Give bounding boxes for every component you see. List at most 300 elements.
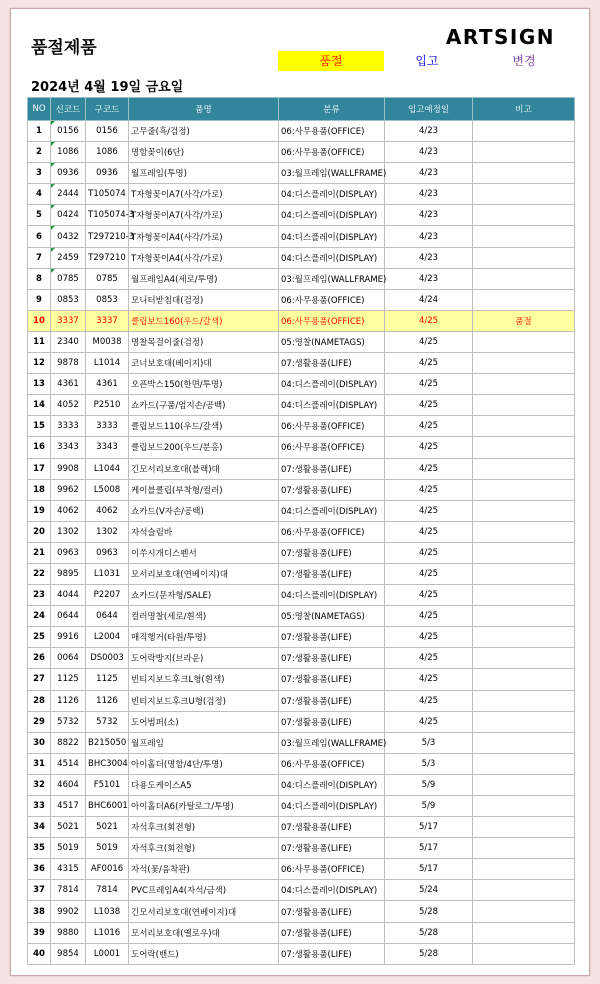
brand-logo: ARTSIGN [445, 25, 555, 49]
category-cell: 04:디스플레이(DISPLAY) [279, 226, 385, 247]
arrival-date-cell: 4/25 [385, 458, 473, 479]
arrival-date-cell: 5/3 [385, 753, 473, 774]
old-code-cell: DS0003 [86, 648, 129, 669]
table-row [28, 859, 575, 880]
arrival-date-cell: 5/24 [385, 880, 473, 901]
category-cell: 04:디스플레이(DISPLAY) [279, 247, 385, 268]
table-row [28, 880, 575, 901]
category-cell: 07:생활용품(LIFE) [279, 458, 385, 479]
old-code-cell: T105074-3 [86, 205, 129, 226]
old-code-cell: 0963 [86, 542, 129, 563]
arrival-date-cell: 4/25 [385, 479, 473, 500]
category-cell: 07:생활용품(LIFE) [279, 563, 385, 584]
arrival-date-cell: 4/25 [385, 711, 473, 732]
new-code-cell: 7814 [51, 880, 86, 901]
row-number: 13 [28, 374, 51, 395]
arrival-date-cell: 4/25 [385, 416, 473, 437]
row-number: 36 [28, 859, 51, 880]
table-row [28, 690, 575, 711]
old-code-cell: 0644 [86, 606, 129, 627]
note-cell [473, 121, 575, 142]
row-number: 19 [28, 500, 51, 521]
product-name-cell: 모서리보호대(연베이지)대 [129, 563, 279, 584]
category-cell: 04:디스플레이(DISPLAY) [279, 374, 385, 395]
note-cell [473, 880, 575, 901]
row-number: 6 [28, 226, 51, 247]
table-row [28, 121, 575, 142]
product-name-cell: 자석후크(회전형) [129, 817, 279, 838]
row-number: 1 [28, 121, 51, 142]
note-cell [473, 205, 575, 226]
product-name-cell: 컬러명찰(세로/흰색) [129, 606, 279, 627]
product-name-cell: 클립보드160(우드/갈색) [129, 310, 279, 331]
category-cell: 06:사무용품(OFFICE) [279, 142, 385, 163]
row-number: 39 [28, 922, 51, 943]
old-code-cell: 1302 [86, 521, 129, 542]
category-cell: 06:사무용품(OFFICE) [279, 121, 385, 142]
note-cell [473, 796, 575, 817]
new-code-cell: 4517 [51, 796, 86, 817]
new-code-cell: 9880 [51, 922, 86, 943]
old-code-cell: 0785 [86, 268, 129, 289]
table-header-row [28, 98, 575, 121]
arrival-date-cell: 5/17 [385, 859, 473, 880]
product-name-cell: 코너보호대(베이지)대 [129, 353, 279, 374]
table-row [28, 774, 575, 795]
table-row [28, 796, 575, 817]
row-number: 32 [28, 774, 51, 795]
note-cell [473, 711, 575, 732]
table-row [28, 817, 575, 838]
product-name-cell: 긴모서리보호대(블랙)대 [129, 458, 279, 479]
old-code-cell: L1014 [86, 353, 129, 374]
category-cell: 06:사무용품(OFFICE) [279, 416, 385, 437]
page-title: 품절제품 [31, 38, 97, 58]
category-cell: 07:생활용품(LIFE) [279, 922, 385, 943]
old-code-cell: P2207 [86, 585, 129, 606]
note-cell [473, 416, 575, 437]
new-code-cell: 0064 [51, 648, 86, 669]
table-row [28, 247, 575, 268]
arrival-date-cell: 5/3 [385, 732, 473, 753]
old-code-cell: 3337 [86, 310, 129, 331]
old-code-cell: 1125 [86, 669, 129, 690]
note-cell: 품절 [473, 310, 575, 331]
column-header-note: 비고 [473, 98, 575, 121]
row-number: 33 [28, 796, 51, 817]
product-name-cell: 쇼카드(문자형/SALE) [129, 585, 279, 606]
arrival-date-cell: 4/25 [385, 690, 473, 711]
row-number: 20 [28, 521, 51, 542]
note-cell [473, 289, 575, 310]
arrival-date-cell: 4/23 [385, 247, 473, 268]
old-code-cell: L2004 [86, 627, 129, 648]
note-cell [473, 226, 575, 247]
arrival-date-cell: 4/25 [385, 395, 473, 416]
row-number: 26 [28, 648, 51, 669]
row-number: 10 [28, 310, 51, 331]
category-cell: 03:월프레임(WALLFRAME) [279, 163, 385, 184]
column-header-category: 분류 [279, 98, 385, 121]
arrival-date-cell: 4/25 [385, 585, 473, 606]
new-code-cell: 5732 [51, 711, 86, 732]
product-name-cell: 도어락방지(브라운) [129, 648, 279, 669]
report-date: 2024년 4월 19일 금요일 [31, 80, 184, 95]
column-header-new-code: 신코드 [51, 98, 86, 121]
arrival-date-cell: 4/23 [385, 226, 473, 247]
category-cell: 06:사무용품(OFFICE) [279, 521, 385, 542]
row-number: 40 [28, 943, 51, 964]
new-code-cell: 1125 [51, 669, 86, 690]
table-row [28, 289, 575, 310]
category-cell: 06:사무용품(OFFICE) [279, 859, 385, 880]
arrival-date-cell: 4/23 [385, 268, 473, 289]
arrival-date-cell: 4/25 [385, 648, 473, 669]
product-name-cell: 아이홀더A6(카탈로그/투명) [129, 796, 279, 817]
table-row [28, 416, 575, 437]
note-cell [473, 732, 575, 753]
row-number: 12 [28, 353, 51, 374]
row-number: 16 [28, 437, 51, 458]
arrival-date-cell: 5/17 [385, 817, 473, 838]
old-code-cell: 5019 [86, 838, 129, 859]
table-row [28, 395, 575, 416]
note-cell [473, 163, 575, 184]
note-cell [473, 627, 575, 648]
note-cell [473, 648, 575, 669]
row-number: 2 [28, 142, 51, 163]
product-name-cell: 매직행거(타원/투명) [129, 627, 279, 648]
column-header-old-code: 구코드 [86, 98, 129, 121]
old-code-cell: 5732 [86, 711, 129, 732]
product-name-cell: T자형꽂이A4(사각/가로) [129, 247, 279, 268]
new-code-cell: 9854 [51, 943, 86, 964]
new-code-cell: 4062 [51, 500, 86, 521]
old-code-cell: L1016 [86, 922, 129, 943]
table-row [28, 542, 575, 563]
note-cell [473, 585, 575, 606]
table-row [28, 585, 575, 606]
new-code-cell: 2459 [51, 247, 86, 268]
arrival-date-cell: 4/25 [385, 500, 473, 521]
note-cell [473, 690, 575, 711]
row-number: 35 [28, 838, 51, 859]
arrival-date-cell: 4/25 [385, 331, 473, 352]
old-code-cell: BHC3004 [86, 753, 129, 774]
new-code-cell: 9962 [51, 479, 86, 500]
table-row [28, 458, 575, 479]
column-header-product-name: 품명 [129, 98, 279, 121]
row-number: 22 [28, 563, 51, 584]
product-name-cell: 모니터받침대(검정) [129, 289, 279, 310]
category-cell: 04:디스플레이(DISPLAY) [279, 500, 385, 521]
table-row [28, 922, 575, 943]
row-number: 34 [28, 817, 51, 838]
old-code-cell: 0936 [86, 163, 129, 184]
product-name-cell: 도어범퍼(소) [129, 711, 279, 732]
new-code-cell: 0644 [51, 606, 86, 627]
table-row [28, 205, 575, 226]
old-code-cell: 3333 [86, 416, 129, 437]
product-name-cell: 고무줄(흑/검정) [129, 121, 279, 142]
table-row [28, 500, 575, 521]
table-row [28, 838, 575, 859]
row-number: 23 [28, 585, 51, 606]
product-name-cell: 이쑤시개디스펜서 [129, 542, 279, 563]
table-row [28, 627, 575, 648]
table-row [28, 437, 575, 458]
table-row [28, 943, 575, 964]
note-cell [473, 521, 575, 542]
row-number: 15 [28, 416, 51, 437]
product-name-cell: 월프레임A4(세로/투명) [129, 268, 279, 289]
old-code-cell: T297210 [86, 247, 129, 268]
table-row [28, 163, 575, 184]
category-cell: 04:디스플레이(DISPLAY) [279, 796, 385, 817]
row-number: 38 [28, 901, 51, 922]
row-number: 14 [28, 395, 51, 416]
category-cell: 07:생활용품(LIFE) [279, 943, 385, 964]
new-code-cell: 3337 [51, 310, 86, 331]
category-cell: 07:생활용품(LIFE) [279, 479, 385, 500]
table-row [28, 479, 575, 500]
old-code-cell: AF0016 [86, 859, 129, 880]
new-code-cell: 0963 [51, 542, 86, 563]
note-cell [473, 901, 575, 922]
old-code-cell: BHC6001 [86, 796, 129, 817]
old-code-cell: 3343 [86, 437, 129, 458]
category-cell: 04:디스플레이(DISPLAY) [279, 184, 385, 205]
arrival-date-cell: 4/25 [385, 521, 473, 542]
arrival-date-cell: 4/25 [385, 627, 473, 648]
arrival-date-cell: 4/23 [385, 142, 473, 163]
table-row [28, 669, 575, 690]
category-cell: 03:월프레임(WALLFRAME) [279, 732, 385, 753]
old-code-cell: 7814 [86, 880, 129, 901]
product-name-cell: 자석슬림바 [129, 521, 279, 542]
new-code-cell: 5019 [51, 838, 86, 859]
new-code-cell: 3343 [51, 437, 86, 458]
note-cell [473, 458, 575, 479]
product-name-cell: T자형꽂이A4(사각/가로) [129, 226, 279, 247]
note-cell [473, 606, 575, 627]
note-cell [473, 859, 575, 880]
new-code-cell: 0432 [51, 226, 86, 247]
product-name-cell: 긴모서리보호대(연베이지)대 [129, 901, 279, 922]
product-name-cell: 클립보드200(우드/분홍) [129, 437, 279, 458]
arrival-date-cell: 5/17 [385, 838, 473, 859]
note-cell [473, 922, 575, 943]
arrival-date-cell: 5/9 [385, 774, 473, 795]
product-name-cell: 쇼카드(V자손/공백) [129, 500, 279, 521]
new-code-cell: 0936 [51, 163, 86, 184]
category-cell: 07:생활용품(LIFE) [279, 627, 385, 648]
row-number: 17 [28, 458, 51, 479]
product-name-cell: 명함꽂이(6단) [129, 142, 279, 163]
old-code-cell: L0001 [86, 943, 129, 964]
row-number: 27 [28, 669, 51, 690]
table-row [28, 331, 575, 352]
old-code-cell: L5008 [86, 479, 129, 500]
new-code-cell: 1302 [51, 521, 86, 542]
new-code-cell: 8822 [51, 732, 86, 753]
row-number: 18 [28, 479, 51, 500]
product-name-cell: T자형꽂이A7(사각/가로) [129, 184, 279, 205]
category-cell: 04:디스플레이(DISPLAY) [279, 774, 385, 795]
old-code-cell: F5101 [86, 774, 129, 795]
new-code-cell: 0156 [51, 121, 86, 142]
new-code-cell: 0785 [51, 268, 86, 289]
category-cell: 05:명찰(NAMETAGS) [279, 606, 385, 627]
product-name-cell: 도어락(밴드) [129, 943, 279, 964]
category-cell: 04:디스플레이(DISPLAY) [279, 880, 385, 901]
note-cell [473, 500, 575, 521]
soldout-table [27, 97, 575, 965]
new-code-cell: 4514 [51, 753, 86, 774]
note-cell [473, 184, 575, 205]
new-code-cell: 4052 [51, 395, 86, 416]
new-code-cell: 9895 [51, 563, 86, 584]
arrival-date-cell: 4/25 [385, 374, 473, 395]
row-number: 8 [28, 268, 51, 289]
category-cell: 03:월프레임(WALLFRAME) [279, 268, 385, 289]
row-number: 7 [28, 247, 51, 268]
document-sheet [10, 8, 590, 976]
row-number: 24 [28, 606, 51, 627]
table-row [28, 563, 575, 584]
row-number: 29 [28, 711, 51, 732]
old-code-cell: P2510 [86, 395, 129, 416]
product-name-cell: 오픈박스150(한면/투명) [129, 374, 279, 395]
arrival-date-cell: 4/23 [385, 163, 473, 184]
product-name-cell: 빈티지보드후크L형(흰색) [129, 669, 279, 690]
old-code-cell: T105074 [86, 184, 129, 205]
new-code-cell: 9902 [51, 901, 86, 922]
legend-change: 변경 [512, 54, 536, 68]
category-cell: 07:생활용품(LIFE) [279, 901, 385, 922]
category-cell: 05:명찰(NAMETAGS) [279, 331, 385, 352]
table-row [28, 711, 575, 732]
product-name-cell: 빈티지보드후크U형(검정) [129, 690, 279, 711]
old-code-cell: 0156 [86, 121, 129, 142]
arrival-date-cell: 4/25 [385, 353, 473, 374]
old-code-cell: 4361 [86, 374, 129, 395]
table-row [28, 901, 575, 922]
note-cell [473, 268, 575, 289]
old-code-cell: T297210-3 [86, 226, 129, 247]
product-name-cell: 명찰목걸이줄(검정) [129, 331, 279, 352]
new-code-cell: 1126 [51, 690, 86, 711]
old-code-cell: L1038 [86, 901, 129, 922]
product-name-cell: 아이홀더(명함/4단/투명) [129, 753, 279, 774]
old-code-cell: 1126 [86, 690, 129, 711]
new-code-cell: 2340 [51, 331, 86, 352]
new-code-cell: 5021 [51, 817, 86, 838]
old-code-cell: 5021 [86, 817, 129, 838]
category-cell: 04:디스플레이(DISPLAY) [279, 395, 385, 416]
new-code-cell: 9916 [51, 627, 86, 648]
row-number: 30 [28, 732, 51, 753]
category-cell: 07:생활용품(LIFE) [279, 690, 385, 711]
product-name-cell: 클립보드110(우드/갈색) [129, 416, 279, 437]
new-code-cell: 0424 [51, 205, 86, 226]
note-cell [473, 395, 575, 416]
row-number: 11 [28, 331, 51, 352]
note-cell [473, 774, 575, 795]
category-cell: 06:사무용품(OFFICE) [279, 753, 385, 774]
category-cell: 06:사무용품(OFFICE) [279, 437, 385, 458]
category-cell: 06:사무용품(OFFICE) [279, 289, 385, 310]
arrival-date-cell: 5/28 [385, 943, 473, 964]
category-cell: 07:생활용품(LIFE) [279, 838, 385, 859]
arrival-date-cell: 5/28 [385, 901, 473, 922]
product-name-cell: 자석(꽃/음착판) [129, 859, 279, 880]
row-number: 3 [28, 163, 51, 184]
old-code-cell: 1086 [86, 142, 129, 163]
note-cell [473, 479, 575, 500]
new-code-cell: 4044 [51, 585, 86, 606]
column-header-no: NO [28, 98, 51, 121]
product-name-cell: 자석후크(회전형) [129, 838, 279, 859]
arrival-date-cell: 4/25 [385, 542, 473, 563]
arrival-date-cell: 4/25 [385, 563, 473, 584]
product-name-cell: 다용도케이스A5 [129, 774, 279, 795]
note-cell [473, 542, 575, 563]
table-row [28, 268, 575, 289]
product-name-cell: 케이블클립(부착형/컬러) [129, 479, 279, 500]
note-cell [473, 353, 575, 374]
row-number: 5 [28, 205, 51, 226]
table-row [28, 753, 575, 774]
row-number: 21 [28, 542, 51, 563]
note-cell [473, 331, 575, 352]
product-name-cell: 모서리보호대(옐로우)대 [129, 922, 279, 943]
new-code-cell: 4315 [51, 859, 86, 880]
new-code-cell: 0853 [51, 289, 86, 310]
table-row [28, 732, 575, 753]
category-cell: 07:생활용품(LIFE) [279, 817, 385, 838]
product-name-cell: T자형꽂이A7(사각/가로) [129, 205, 279, 226]
arrival-date-cell: 4/23 [385, 184, 473, 205]
table-row [28, 374, 575, 395]
note-cell [473, 374, 575, 395]
product-name-cell: 월프레임 [129, 732, 279, 753]
note-cell [473, 753, 575, 774]
note-cell [473, 817, 575, 838]
category-cell: 04:디스플레이(DISPLAY) [279, 205, 385, 226]
new-code-cell: 3333 [51, 416, 86, 437]
new-code-cell: 9908 [51, 458, 86, 479]
row-number: 37 [28, 880, 51, 901]
category-cell: 07:생활용품(LIFE) [279, 542, 385, 563]
category-cell: 07:생활용품(LIFE) [279, 669, 385, 690]
legend-arrival: 입고 [415, 54, 439, 68]
new-code-cell: 2444 [51, 184, 86, 205]
arrival-date-cell: 5/9 [385, 796, 473, 817]
arrival-date-cell: 4/23 [385, 205, 473, 226]
new-code-cell: 4604 [51, 774, 86, 795]
category-cell: 06:사무용품(OFFICE) [279, 310, 385, 331]
table-row [28, 353, 575, 374]
legend-soldout: 품절 [278, 51, 384, 71]
product-name-cell: 쇼카드(구품/엄지손/공백) [129, 395, 279, 416]
note-cell [473, 142, 575, 163]
category-cell: 07:생활용품(LIFE) [279, 353, 385, 374]
arrival-date-cell: 4/25 [385, 606, 473, 627]
table-row [28, 521, 575, 542]
new-code-cell: 1086 [51, 142, 86, 163]
old-code-cell: 0853 [86, 289, 129, 310]
